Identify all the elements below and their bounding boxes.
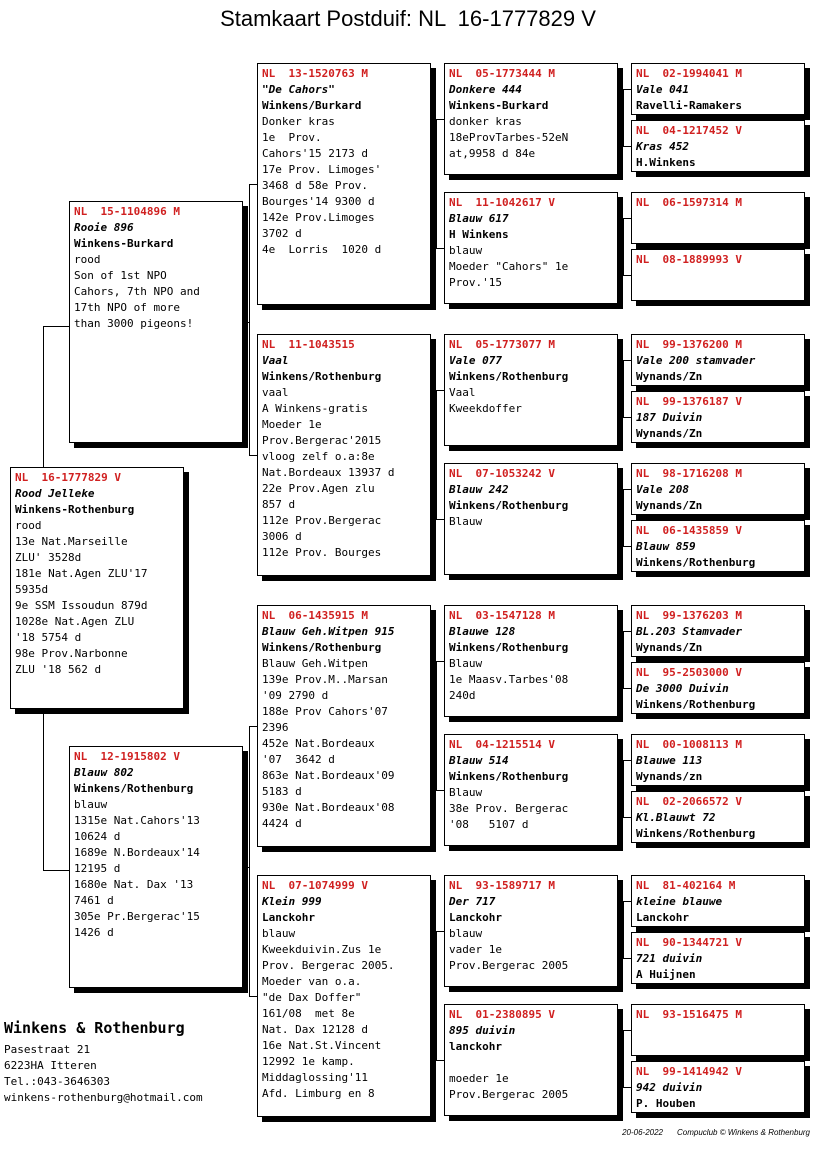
connector-line bbox=[436, 519, 444, 520]
owner-name: Winkens-Burkard bbox=[449, 99, 549, 112]
performance-line: moeder 1e bbox=[449, 1072, 509, 1085]
connector-line bbox=[623, 760, 624, 817]
performance-line: than 3000 pigeons! bbox=[74, 317, 194, 330]
grandparent-card bbox=[257, 605, 431, 847]
great-great-grandparent-card bbox=[631, 192, 805, 244]
connector-line bbox=[436, 1060, 444, 1061]
owner-name: Winkens/Rothenburg bbox=[449, 499, 569, 512]
pigeon-name: Kras 452 bbox=[636, 140, 689, 153]
great-great-grandparent-card bbox=[631, 63, 805, 115]
connector-line bbox=[623, 360, 631, 361]
connector-line bbox=[623, 901, 624, 958]
performance-line: Moeder van o.a. bbox=[262, 975, 362, 988]
performance-line: Prov. Bergerac 2005. bbox=[262, 959, 395, 972]
owner-name: A Huijnen bbox=[636, 968, 696, 981]
pigeon-name: Vale 041 bbox=[636, 83, 689, 96]
performance-line: 98e Prov.Narbonne bbox=[15, 647, 128, 660]
performance-line: '09 2790 d bbox=[262, 689, 329, 702]
pigeon-name bbox=[636, 1023, 800, 1039]
breeder-name: Winkens & Rothenburg bbox=[4, 1019, 185, 1037]
performance-line: blauw bbox=[449, 244, 483, 257]
pigeon-name: Blauw 242 bbox=[449, 483, 509, 496]
performance-line: blauw bbox=[449, 927, 483, 940]
connector-line bbox=[623, 1030, 624, 1087]
great-great-grandparent-card bbox=[631, 734, 805, 786]
pigeon-name: Blauw 802 bbox=[74, 766, 134, 779]
owner-name: Wynands/Zn bbox=[636, 427, 703, 440]
performance-line: vaal bbox=[262, 386, 289, 399]
performance-line: 12195 d bbox=[74, 862, 121, 875]
performance-line: 7461 d bbox=[74, 894, 114, 907]
great-great-grandparent-card bbox=[631, 334, 805, 386]
performance-line: Blauw bbox=[449, 657, 483, 670]
owner-name: Winkens-Rothenburg bbox=[15, 503, 135, 516]
performance-line: A Winkens-gratis bbox=[262, 402, 368, 415]
great-great-grandparent-card bbox=[631, 120, 805, 172]
ring-number: NL 11-1042617 V bbox=[449, 196, 555, 209]
performance-line: 5183 d bbox=[262, 785, 302, 798]
breeder-city: 6223HA Itteren bbox=[4, 1059, 97, 1072]
owner-name: Winkens/Burkard bbox=[262, 99, 362, 112]
sire-card bbox=[69, 201, 243, 443]
connector-line bbox=[436, 790, 444, 791]
great-great-grandparent-card bbox=[631, 932, 805, 984]
ring-number: NL 04-1217452 V bbox=[636, 124, 742, 137]
owner-name: Winkens/Rothenburg bbox=[636, 827, 756, 840]
performance-line: 452e Nat.Bordeaux bbox=[262, 737, 375, 750]
connector-line bbox=[623, 360, 624, 417]
performance-line: Nat. Dax 12128 d bbox=[262, 1023, 368, 1036]
pigeon-name bbox=[636, 211, 800, 227]
page-title: Stamkaart Postduif: NL 16-1777829 V bbox=[220, 6, 596, 31]
performance-line: Cahors'15 2173 d bbox=[262, 147, 368, 160]
owner-name: Lanckohr bbox=[262, 911, 315, 924]
connector-line bbox=[623, 417, 631, 418]
owner-name: Wynands/zn bbox=[636, 770, 703, 783]
performance-line: Vaal bbox=[449, 386, 476, 399]
owner-name bbox=[636, 227, 800, 243]
pigeon-name: Blauw Geh.Witpen 915 bbox=[262, 625, 395, 638]
connector-line bbox=[436, 931, 444, 932]
ring-number: NL 93-1589717 M bbox=[449, 879, 555, 892]
owner-name: Winkens/Rothenburg bbox=[74, 782, 194, 795]
pigeon-name: Donkere 444 bbox=[449, 83, 522, 96]
ring-number: NL 00-1008113 M bbox=[636, 738, 742, 751]
performance-line: 22e Prov.Agen zlu bbox=[262, 482, 375, 495]
great-grandparent-card bbox=[444, 1004, 618, 1116]
ring-number: NL 02-1994041 M bbox=[636, 67, 742, 80]
performance-line: 1e Maasv.Tarbes'08 bbox=[449, 673, 569, 686]
ring-number: NL 99-1376203 M bbox=[636, 609, 742, 622]
performance-line: Blauw bbox=[449, 786, 483, 799]
performance-line: at,9958 d 84e bbox=[449, 147, 536, 160]
connector-line bbox=[623, 760, 631, 761]
pigeon-name: 187 Duivin bbox=[636, 411, 703, 424]
breeder-email[interactable]: winkens-rothenburg@hotmail.com bbox=[4, 1091, 203, 1104]
credit-line bbox=[622, 1128, 810, 1137]
grandparent-card bbox=[257, 63, 431, 305]
pigeon-name bbox=[636, 268, 800, 284]
ring-number: NL 05-1773444 M bbox=[449, 67, 555, 80]
owner-name bbox=[636, 1039, 800, 1055]
performance-line: 17e Prov. Limoges' bbox=[262, 163, 382, 176]
ring-number: NL 07-1074999 V bbox=[262, 879, 368, 892]
subject-card bbox=[10, 467, 184, 709]
connector-line bbox=[249, 726, 257, 727]
ring-number: NL 04-1215514 V bbox=[449, 738, 555, 751]
pigeon-name: Blauw 617 bbox=[449, 212, 509, 225]
owner-name: Winkens/Rothenburg bbox=[449, 641, 569, 654]
performance-line: '18 5754 d bbox=[15, 631, 82, 644]
credit-text: Compuclub © Winkens & Rothenburg bbox=[677, 1128, 810, 1137]
performance-line: 9e SSM Issoudun 879d bbox=[15, 599, 148, 612]
great-great-grandparent-card bbox=[631, 249, 805, 301]
connector-line bbox=[623, 631, 631, 632]
great-great-grandparent-card bbox=[631, 662, 805, 714]
owner-name: Winkens/Rothenburg bbox=[636, 556, 756, 569]
grandparent-card bbox=[257, 334, 431, 576]
performance-line: 3006 d bbox=[262, 530, 302, 543]
pigeon-name: Kl.Blauwt 72 bbox=[636, 811, 716, 824]
performance-line: 863e Nat.Bordeaux'09 bbox=[262, 769, 395, 782]
great-grandparent-card bbox=[444, 463, 618, 575]
breeder-address bbox=[4, 1018, 203, 1106]
performance-line: 1028e Nat.Agen ZLU bbox=[15, 615, 135, 628]
pigeon-name: BL.203 Stamvader bbox=[636, 625, 742, 638]
great-great-grandparent-card bbox=[631, 520, 805, 572]
performance-line: 112e Prov.Bergerac bbox=[262, 514, 382, 527]
performance-line: 10624 d bbox=[74, 830, 121, 843]
great-grandparent-card bbox=[444, 875, 618, 987]
performance-line: 857 d bbox=[262, 498, 296, 511]
connector-line bbox=[43, 709, 44, 870]
performance-line bbox=[449, 1055, 613, 1071]
owner-name: Wynands/Zn bbox=[636, 641, 703, 654]
performance-line: 17th NPO of more bbox=[74, 301, 180, 314]
connector-line bbox=[436, 931, 437, 1060]
great-grandparent-card bbox=[444, 605, 618, 717]
performance-line: 240d bbox=[449, 689, 476, 702]
owner-name: Lanckohr bbox=[636, 911, 689, 924]
ring-number: NL 01-2380895 V bbox=[449, 1008, 555, 1021]
performance-line: vader 1e bbox=[449, 943, 502, 956]
ring-number: NL 08-1889993 V bbox=[636, 253, 742, 266]
pigeon-name: 942 duivin bbox=[636, 1081, 703, 1094]
great-grandparent-card bbox=[444, 334, 618, 446]
pigeon-name: De 3000 Duivin bbox=[636, 682, 729, 695]
performance-line: 139e Prov.M..Marsan bbox=[262, 673, 388, 686]
owner-name: Lanckohr bbox=[449, 911, 502, 924]
ring-number: NL 03-1547128 M bbox=[449, 609, 555, 622]
performance-line: Moeder 1e bbox=[262, 418, 322, 431]
performance-line: 4e Lorris 1020 d bbox=[262, 243, 382, 256]
pigeon-name: Vale 200 stamvader bbox=[636, 354, 756, 367]
performance-line: 1680e Nat. Dax '13 bbox=[74, 878, 194, 891]
owner-name: Winkens/Rothenburg bbox=[262, 641, 382, 654]
performance-line: Prov.Bergerac 2005 bbox=[449, 1088, 569, 1101]
owner-name: Wynands/Zn bbox=[636, 370, 703, 383]
great-great-grandparent-card bbox=[631, 605, 805, 657]
pigeon-name: kleine blauwe bbox=[636, 895, 723, 908]
owner-name: Winkens/Rothenburg bbox=[449, 770, 569, 783]
owner-name: Ravelli-Ramakers bbox=[636, 99, 742, 112]
connector-line bbox=[623, 89, 631, 90]
connector-line bbox=[623, 489, 624, 546]
performance-line: Son of 1st NPO bbox=[74, 269, 167, 282]
pigeon-name: Vale 208 bbox=[636, 483, 689, 496]
connector-line bbox=[623, 688, 631, 689]
performance-line: rood bbox=[74, 253, 101, 266]
connector-line bbox=[436, 661, 437, 790]
grandparent-card bbox=[257, 875, 431, 1117]
performance-line: Prov.'15 bbox=[449, 276, 502, 289]
owner-name: lanckohr bbox=[449, 1040, 502, 1053]
performance-line: ZLU' 3528d bbox=[15, 551, 82, 564]
connector-line bbox=[43, 326, 69, 327]
great-great-grandparent-card bbox=[631, 391, 805, 443]
performance-line: rood bbox=[15, 519, 42, 532]
pigeon-name: "De Cahors" bbox=[262, 83, 335, 96]
owner-name: Winkens/Rothenburg bbox=[636, 698, 756, 711]
performance-line: Prov.Bergerac 2005 bbox=[449, 959, 569, 972]
owner-name: H.Winkens bbox=[636, 156, 696, 169]
dam-card bbox=[69, 746, 243, 988]
performance-line: 16e Nat.St.Vincent bbox=[262, 1039, 382, 1052]
performance-line: Kweekduivin.Zus 1e bbox=[262, 943, 382, 956]
connector-line bbox=[623, 89, 624, 146]
ring-number: NL 15-1104896 M bbox=[74, 205, 180, 218]
pigeon-name: Vaal bbox=[262, 354, 289, 367]
great-great-grandparent-card bbox=[631, 1004, 805, 1056]
pigeon-name: Blauw 514 bbox=[449, 754, 509, 767]
pigeon-name: 721 duivin bbox=[636, 952, 703, 965]
connector-line bbox=[623, 1030, 631, 1031]
connector-line bbox=[436, 119, 444, 120]
connector-line bbox=[623, 958, 631, 959]
connector-line bbox=[436, 661, 444, 662]
pigeon-name: 895 duivin bbox=[449, 1024, 516, 1037]
performance-line: 1689e N.Bordeaux'14 bbox=[74, 846, 200, 859]
owner-name: P. Houben bbox=[636, 1097, 696, 1110]
performance-line: 930e Nat.Bordeaux'08 bbox=[262, 801, 395, 814]
performance-line: 112e Prov. Bourges bbox=[262, 546, 382, 559]
performance-line: 3702 d bbox=[262, 227, 302, 240]
ring-number: NL 11-1043515 bbox=[262, 338, 355, 351]
performance-line: Nat.Bordeaux 13937 d bbox=[262, 466, 395, 479]
connector-line bbox=[43, 870, 69, 871]
connector-line bbox=[623, 901, 631, 902]
ring-number: NL 07-1053242 V bbox=[449, 467, 555, 480]
performance-line: Prov.Bergerac'2015 bbox=[262, 434, 382, 447]
owner-name: Winkens/Rothenburg bbox=[262, 370, 382, 383]
print-date: 20-06-2022 bbox=[622, 1128, 663, 1137]
performance-line: "de Dax Doffer" bbox=[262, 991, 362, 1004]
performance-line: 12992 1e kamp. bbox=[262, 1055, 355, 1068]
great-great-grandparent-card bbox=[631, 463, 805, 515]
performance-line: 161/08 met 8e bbox=[262, 1007, 355, 1020]
performance-line: Afd. Limburg en 8 bbox=[262, 1087, 375, 1100]
ring-number: NL 93-1516475 M bbox=[636, 1008, 742, 1021]
great-great-grandparent-card bbox=[631, 1061, 805, 1113]
performance-line: 4424 d bbox=[262, 817, 302, 830]
connector-line bbox=[436, 390, 444, 391]
ring-number: NL 99-1414942 V bbox=[636, 1065, 742, 1078]
connector-line bbox=[623, 817, 631, 818]
great-great-grandparent-card bbox=[631, 875, 805, 927]
performance-line: 142e Prov.Limoges bbox=[262, 211, 375, 224]
pigeon-name: Der 717 bbox=[449, 895, 496, 908]
connector-line bbox=[623, 631, 624, 688]
connector-line bbox=[623, 218, 631, 219]
pigeon-name: Blauw 859 bbox=[636, 540, 696, 553]
pigeon-name: Klein 999 bbox=[262, 895, 322, 908]
pigeon-name: Blauwe 113 bbox=[636, 754, 703, 767]
performance-line: 1426 d bbox=[74, 926, 114, 939]
connector-line bbox=[249, 455, 257, 456]
connector-line bbox=[623, 146, 631, 147]
performance-line: Blauw bbox=[449, 515, 483, 528]
connector-line bbox=[249, 184, 257, 185]
performance-line: ZLU '18 562 d bbox=[15, 663, 102, 676]
performance-line: Cahors, 7th NPO and bbox=[74, 285, 200, 298]
ring-number: NL 12-1915802 V bbox=[74, 750, 180, 763]
performance-line: 3468 d 58e Prov. bbox=[262, 179, 368, 192]
connector-line bbox=[436, 119, 437, 248]
ring-number: NL 90-1344721 V bbox=[636, 936, 742, 949]
ring-number: NL 02-2066572 V bbox=[636, 795, 742, 808]
performance-line: 13e Nat.Marseille bbox=[15, 535, 128, 548]
performance-line: blauw bbox=[262, 927, 296, 940]
pigeon-name: Rooie 896 bbox=[74, 221, 134, 234]
performance-line: vloog zelf o.a:8e bbox=[262, 450, 375, 463]
connector-line bbox=[249, 184, 250, 455]
ring-number: NL 16-1777829 V bbox=[15, 471, 121, 484]
performance-line: 1e Prov. bbox=[262, 131, 322, 144]
performance-line: donker kras bbox=[449, 115, 522, 128]
performance-line: Kweekdoffer bbox=[449, 402, 522, 415]
pigeon-name: Vale 077 bbox=[449, 354, 502, 367]
ring-number: NL 13-1520763 M bbox=[262, 67, 368, 80]
performance-line: 38e Prov. Bergerac bbox=[449, 802, 569, 815]
ring-number: NL 81-402164 M bbox=[636, 879, 736, 892]
ring-number: NL 06-1597314 M bbox=[636, 196, 742, 209]
pigeon-name: Rood Jelleke bbox=[15, 487, 95, 500]
connector-line bbox=[436, 248, 444, 249]
ring-number: NL 99-1376200 M bbox=[636, 338, 742, 351]
performance-line: 18eProvTarbes-52eN bbox=[449, 131, 569, 144]
owner-name bbox=[636, 284, 800, 300]
performance-line: Bourges'14 9300 d bbox=[262, 195, 375, 208]
performance-line: Middaglossing'11 bbox=[262, 1071, 368, 1084]
ring-number: NL 98-1716208 M bbox=[636, 467, 742, 480]
connector-line bbox=[436, 390, 437, 519]
connector-line bbox=[623, 1087, 631, 1088]
breeder-street: Pasestraat 21 bbox=[4, 1043, 91, 1056]
ring-number: NL 95-2503000 V bbox=[636, 666, 742, 679]
owner-name: Winkens-Burkard bbox=[74, 237, 174, 250]
performance-line: 188e Prov Cahors'07 bbox=[262, 705, 388, 718]
owner-name: Winkens/Rothenburg bbox=[449, 370, 569, 383]
ring-number: NL 06-1435859 V bbox=[636, 524, 742, 537]
connector-line bbox=[623, 489, 631, 490]
performance-line: 181e Nat.Agen ZLU'17 bbox=[15, 567, 148, 580]
great-great-grandparent-card bbox=[631, 791, 805, 843]
performance-line: Moeder "Cahors" 1e bbox=[449, 260, 569, 273]
ring-number: NL 06-1435915 M bbox=[262, 609, 368, 622]
pigeon-name: Blauwe 128 bbox=[449, 625, 516, 638]
breeder-phone: Tel.:043-3646303 bbox=[4, 1075, 110, 1088]
great-grandparent-card bbox=[444, 734, 618, 846]
great-grandparent-card bbox=[444, 192, 618, 304]
performance-line: 5935d bbox=[15, 583, 49, 596]
performance-line: 2396 bbox=[262, 721, 289, 734]
great-grandparent-card bbox=[444, 63, 618, 175]
ring-number: NL 99-1376187 V bbox=[636, 395, 742, 408]
owner-name: Wynands/Zn bbox=[636, 499, 703, 512]
connector-line bbox=[623, 546, 631, 547]
performance-line: Blauw Geh.Witpen bbox=[262, 657, 368, 670]
owner-name: H Winkens bbox=[449, 228, 509, 241]
connector-line bbox=[249, 726, 250, 996]
connector-line bbox=[249, 996, 257, 997]
performance-line: '08 5107 d bbox=[449, 818, 529, 831]
performance-line: '07 3642 d bbox=[262, 753, 335, 766]
connector-line bbox=[623, 218, 624, 275]
connector-line bbox=[623, 275, 631, 276]
performance-line: Donker kras bbox=[262, 115, 335, 128]
performance-line: 305e Pr.Bergerac'15 bbox=[74, 910, 200, 923]
performance-line: 1315e Nat.Cahors'13 bbox=[74, 814, 200, 827]
connector-line bbox=[43, 326, 44, 467]
ring-number: NL 05-1773077 M bbox=[449, 338, 555, 351]
performance-line: blauw bbox=[74, 798, 108, 811]
